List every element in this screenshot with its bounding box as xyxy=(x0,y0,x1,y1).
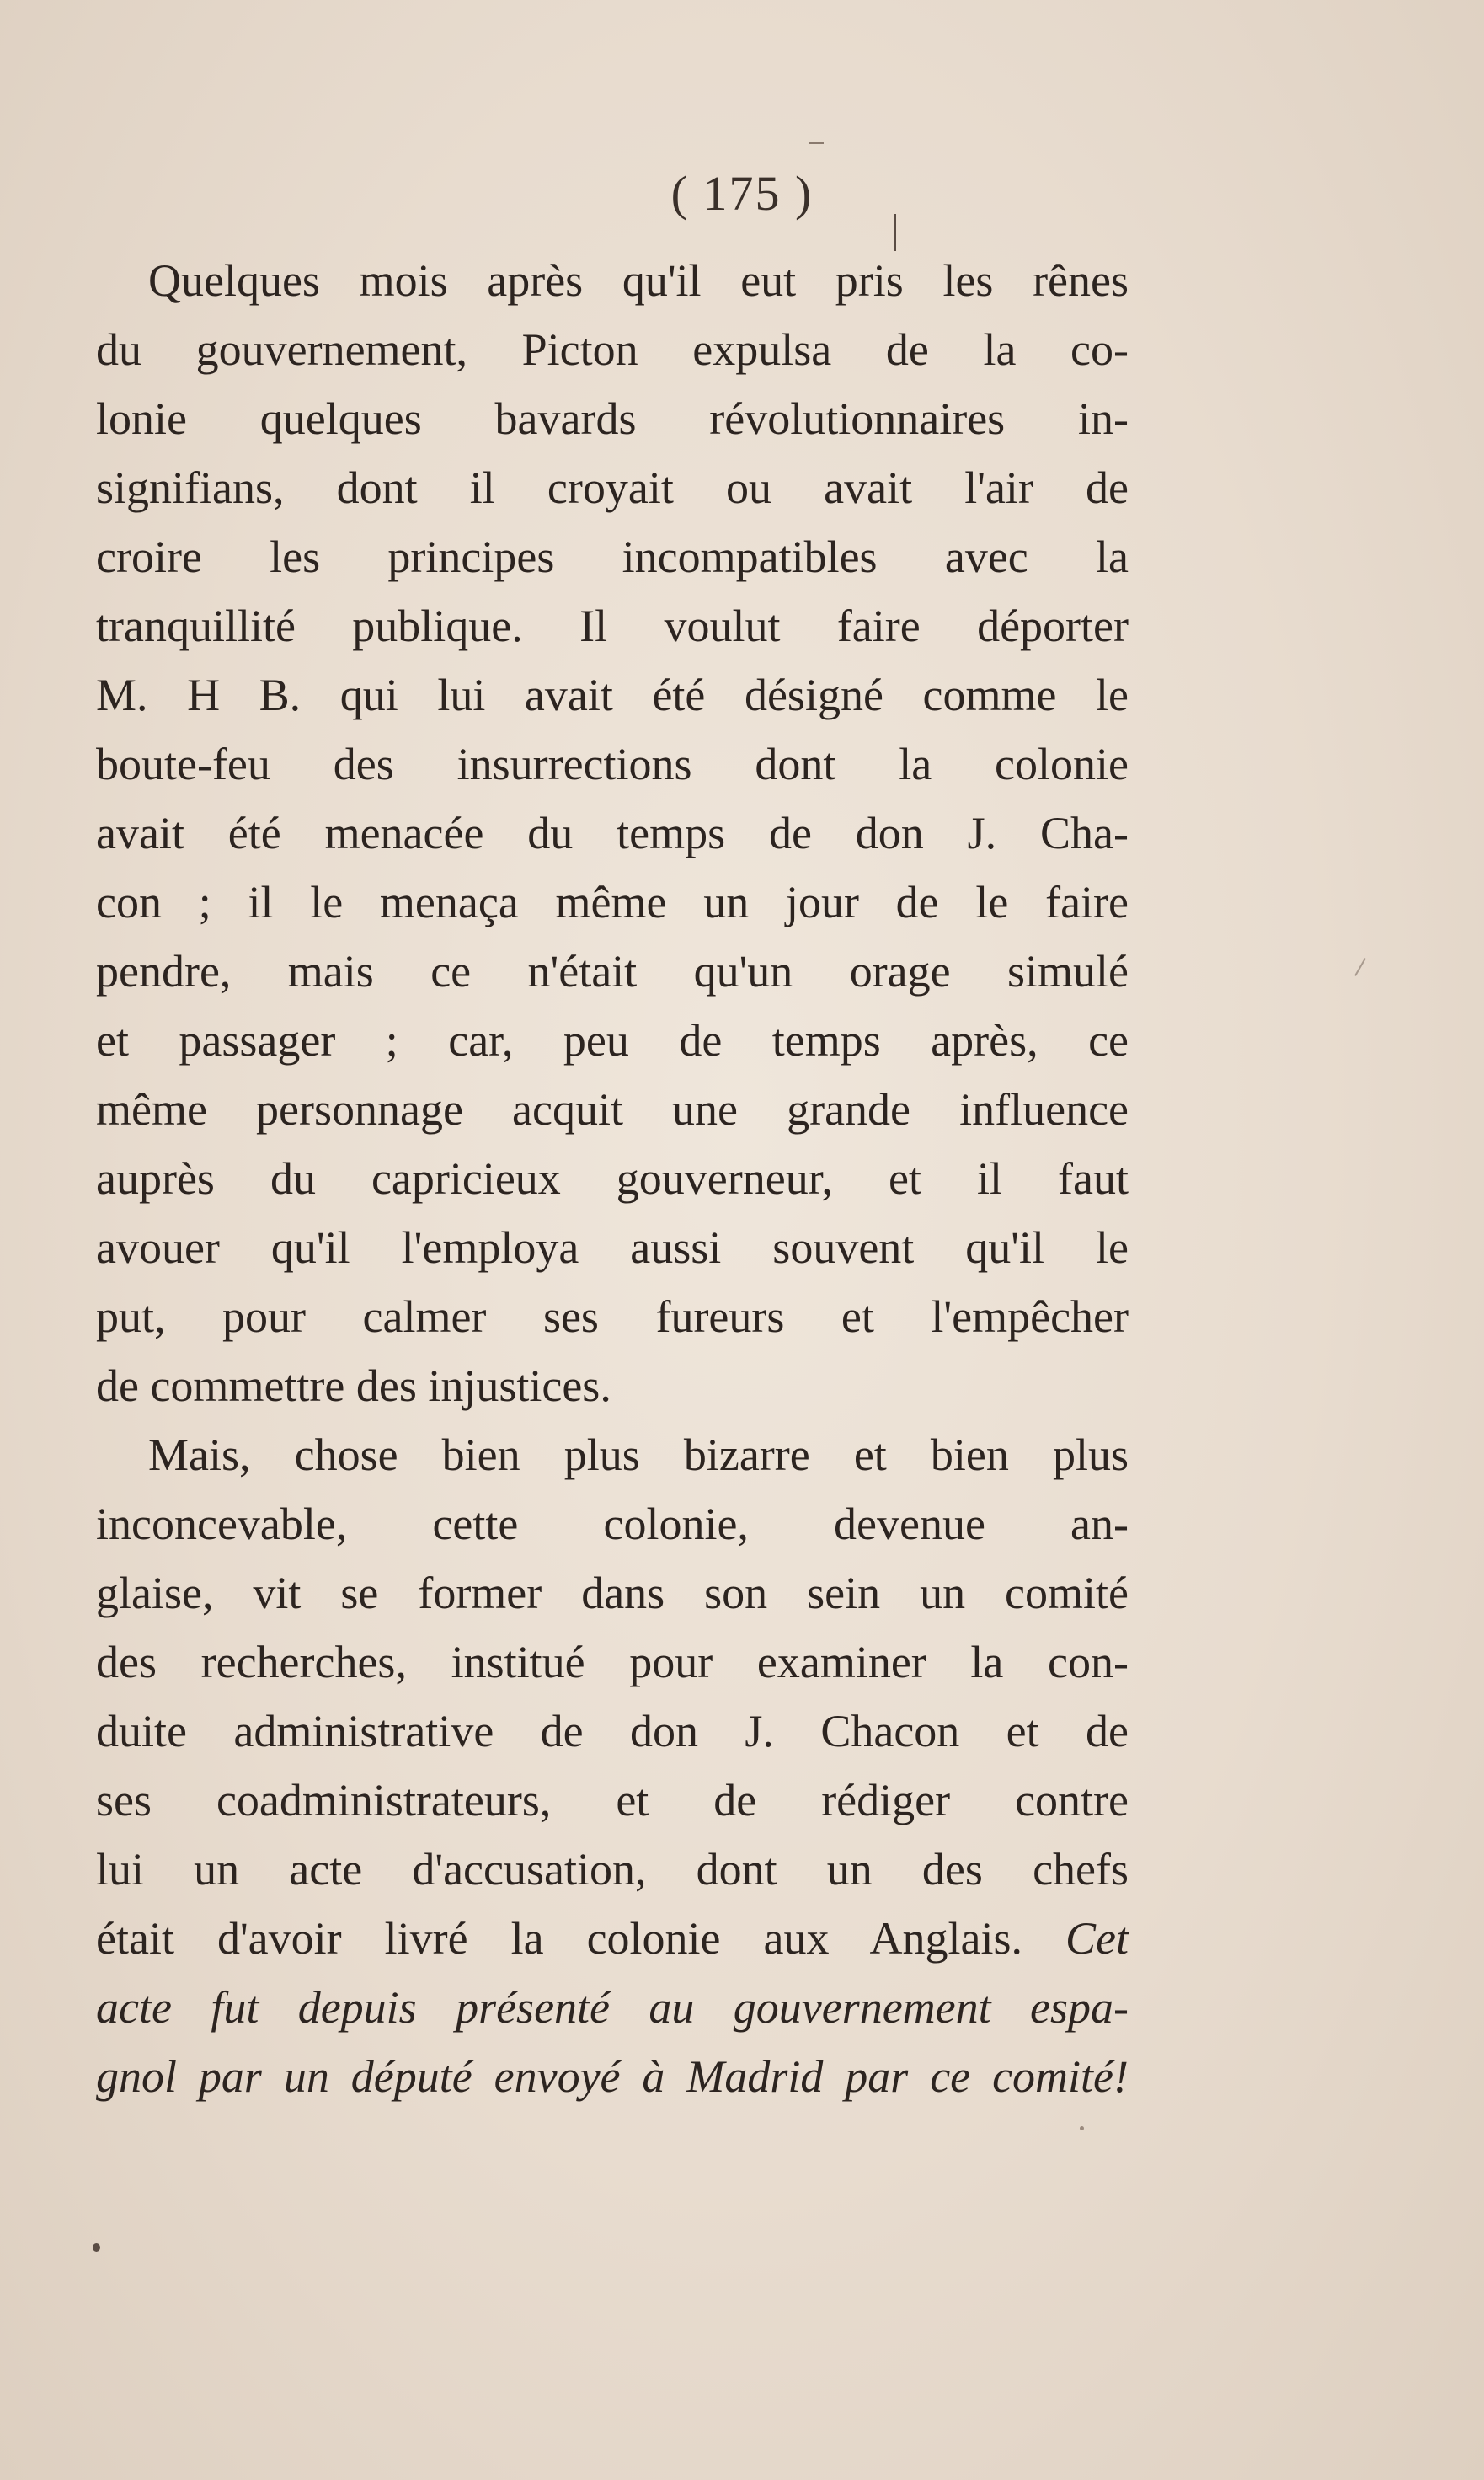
text-line: et passager ; car, peu de temps après, ce xyxy=(96,1015,1129,1066)
text-line: du gouvernement, Picton expulsa de la co- xyxy=(96,324,1129,375)
paper-mark xyxy=(809,142,824,144)
text-line-mixed xyxy=(96,1904,1129,1973)
text-line-italic: acte fut depuis présenté au gouvernement espa- xyxy=(96,1982,1129,2033)
text-line: même personnage acquit une grande influence xyxy=(96,1084,1129,1135)
text-line: put, pour calmer ses fureurs et l'empêcher xyxy=(96,1291,1129,1342)
text-line: lui un acte d'accusation, dont un des chefs xyxy=(96,1844,1129,1895)
text-line: lonie quelques bavards révolutionnaires in- xyxy=(96,393,1129,444)
text-line-italic: gnol par un député envoyé à Madrid par ce comité! xyxy=(96,2051,1129,2102)
text-line-roman: était d'avoir livré la colonie aux Anglais. xyxy=(96,1913,1022,1964)
text-line: croire les principes incompatibles avec la xyxy=(96,532,1129,582)
text-line: pendre, mais ce n'était qu'un orage simulé xyxy=(96,946,1129,997)
text-line: ses coadministrateurs, et de rédiger contre xyxy=(96,1775,1129,1825)
text-line: tranquillité publique. Il voulut faire déporter xyxy=(96,601,1129,651)
text-line: signifians, dont il croyait ou avait l'air de xyxy=(96,462,1129,513)
text-line: inconcevable, cette colonie, devenue an- xyxy=(96,1499,1129,1549)
body-text xyxy=(96,246,1129,2111)
text-line: con ; il le menaça même un jour de le faire xyxy=(96,877,1129,927)
ink-dot-mark xyxy=(93,2243,100,2252)
paper-mark xyxy=(1354,958,1366,976)
text-line: avait été menacée du temps de don J. Cha- xyxy=(96,808,1129,858)
text-line: Quelques mois après qu'il eut pris les rênes xyxy=(148,255,1129,306)
text-line: M. H B. qui lui avait été désigné comme le xyxy=(96,670,1129,720)
text-line: glaise, vit se former dans son sein un comité xyxy=(96,1568,1129,1618)
text-line: auprès du capricieux gouverneur, et il faut xyxy=(96,1153,1129,1204)
text-line: des recherches, institué pour examiner la con- xyxy=(96,1637,1129,1687)
italic-text-start: Cet xyxy=(1065,1913,1129,1964)
text-line: duite administrative de don J. Chacon et de xyxy=(96,1706,1129,1756)
text-line: Mais, chose bien plus bizarre et bien plus xyxy=(148,1430,1129,1480)
text-line: boute-feu des insurrections dont la colonie xyxy=(96,739,1129,789)
text-line: avouer qu'il l'employa aussi souvent qu'il le xyxy=(96,1222,1129,1273)
page-number: ( 175 ) xyxy=(670,166,814,221)
text-line: de commettre des injustices. xyxy=(96,1360,611,1411)
paper-mark xyxy=(1080,2126,1084,2130)
